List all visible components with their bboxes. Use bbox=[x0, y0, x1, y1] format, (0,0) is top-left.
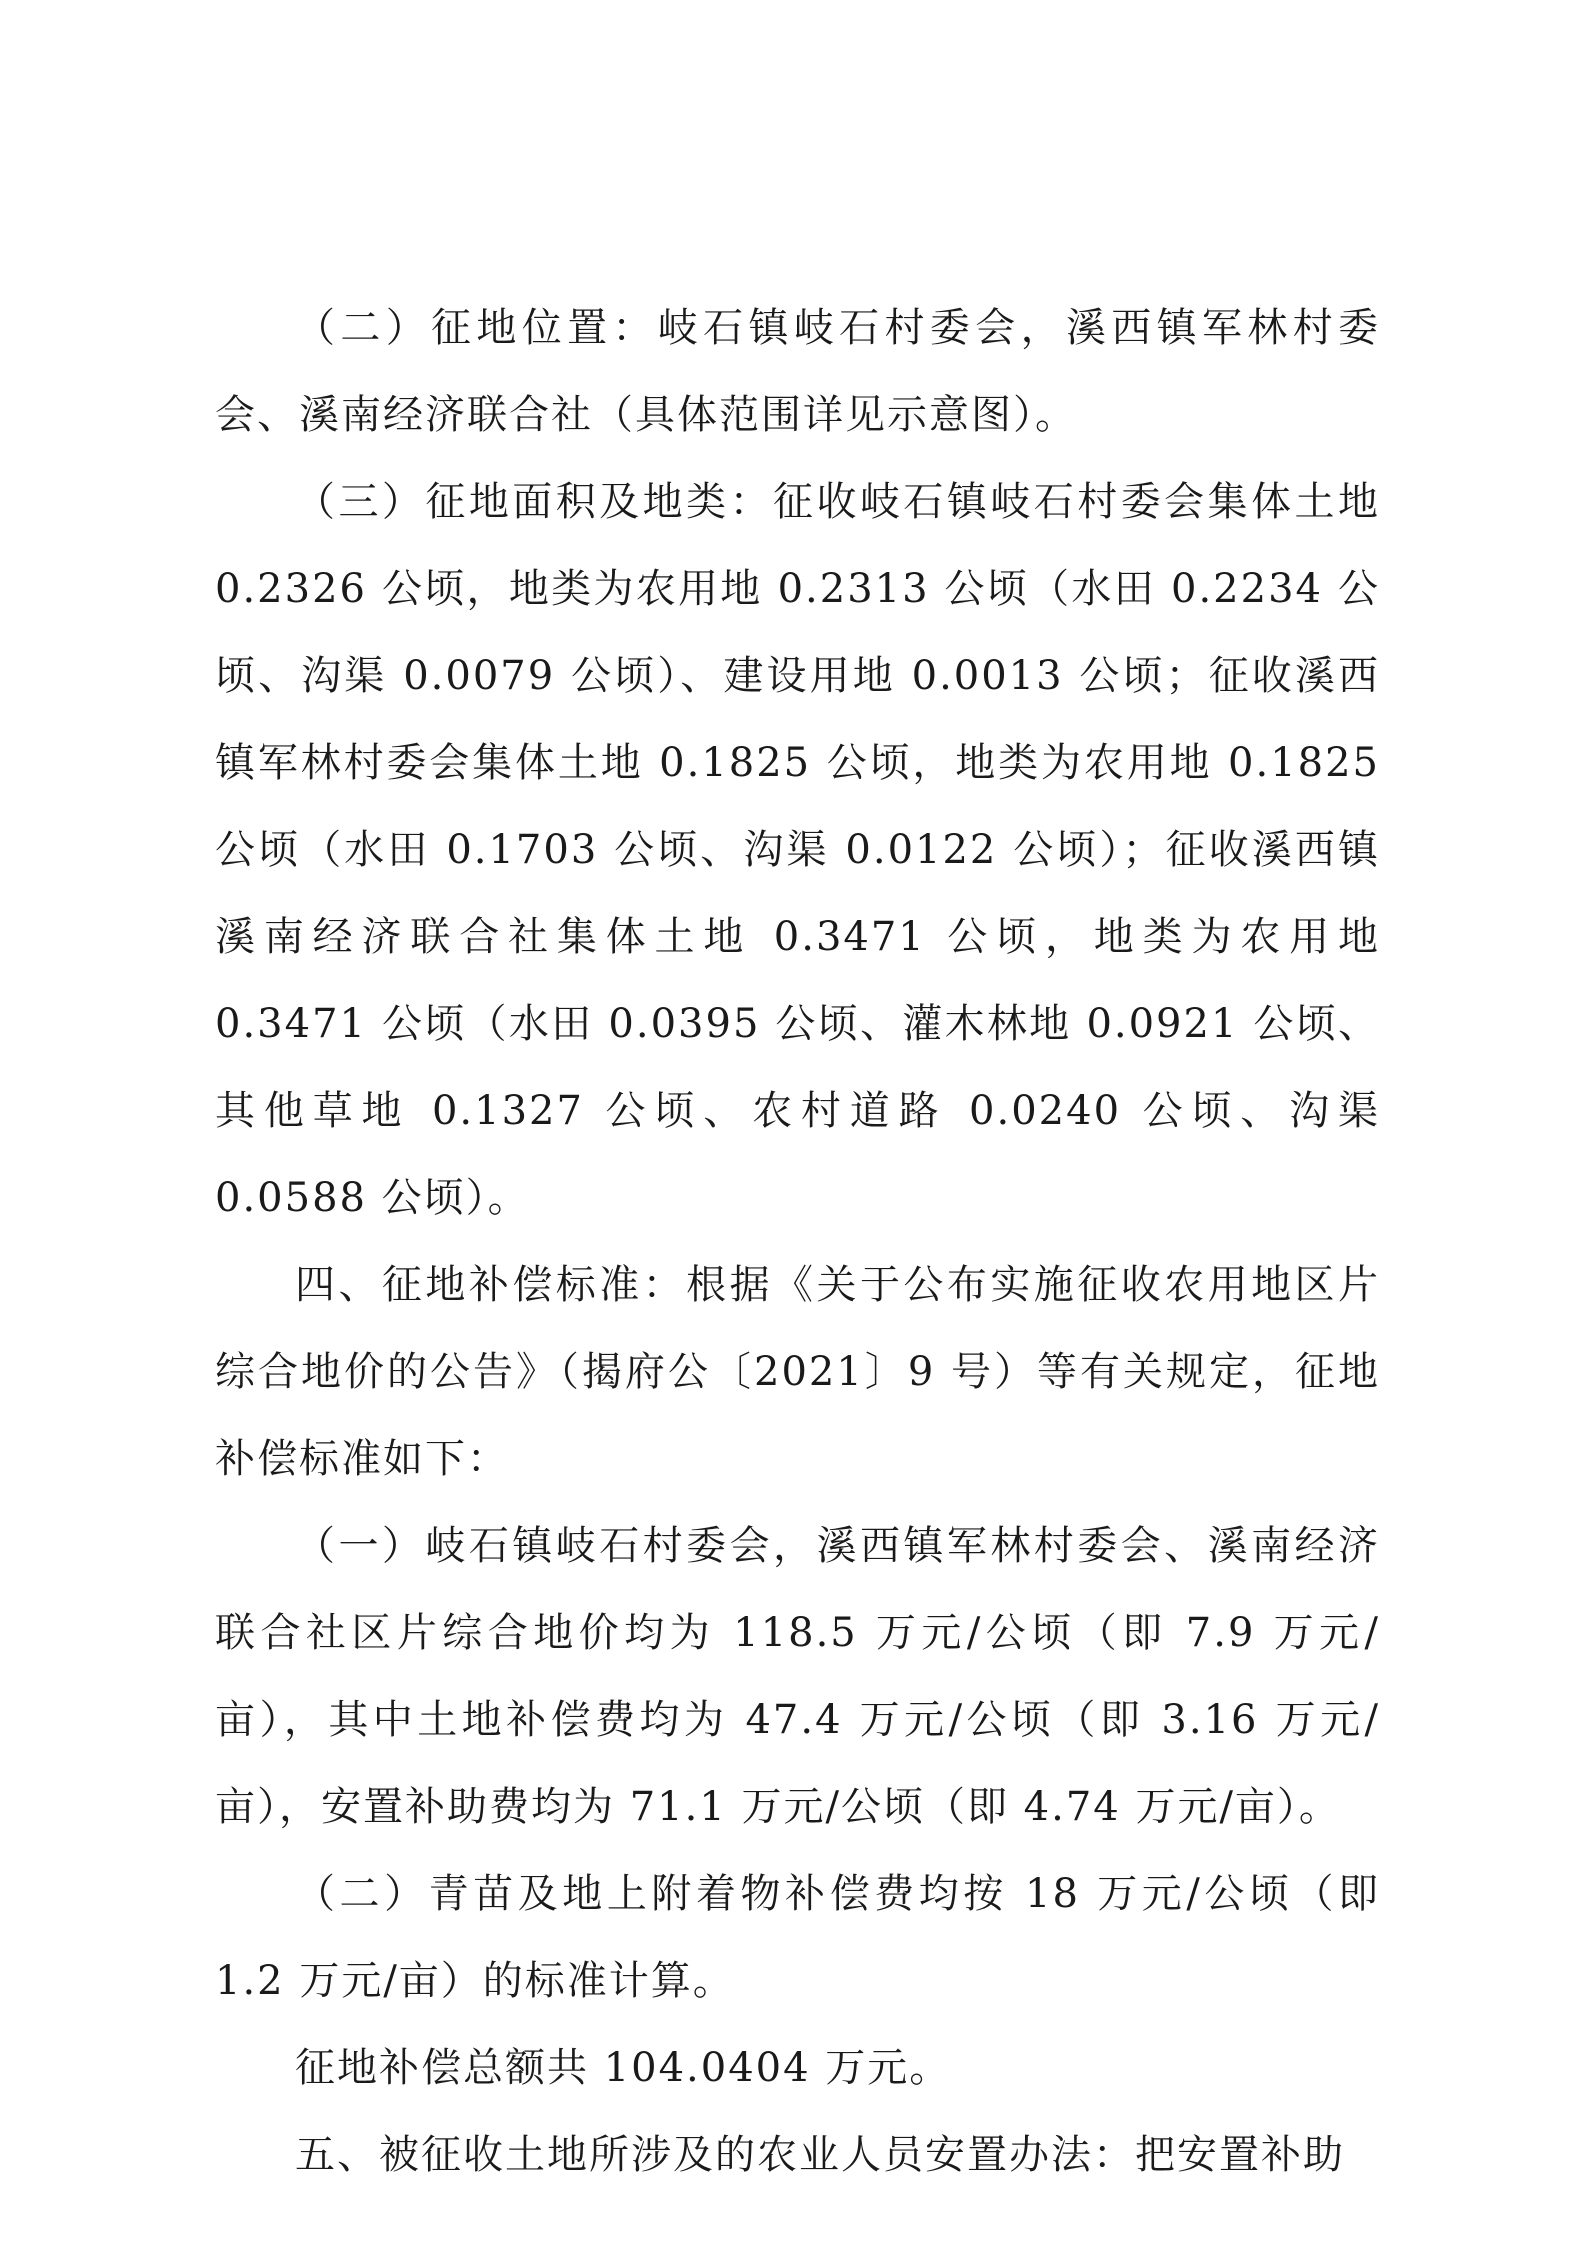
paragraph-compensation-standard-heading: 四、征地补偿标准：根据《关于公布实施征收农用地区片综合地价的公告》（揭府公〔2021〕9 号）等有关规定，征地补偿标准如下： bbox=[215, 1262, 1380, 1482]
paragraph-compensation-total: 征地补偿总额共 104.0404 万元。 bbox=[295, 2045, 952, 2091]
paragraph-land-location: （二）征地位置：岐石镇岐石村委会，溪西镇军林村委会、溪南经济联合社（具体范围详见示意图）。 bbox=[215, 305, 1380, 438]
document-body bbox=[215, 285, 1380, 2199]
paragraph-resettlement-method: 五、被征收土地所涉及的农业人员安置办法：把安置补助 bbox=[295, 2132, 1345, 2178]
paragraph-land-area-and-type: （三）征地面积及地类：征收岐石镇岐石村委会集体土地 0.2326 公顷，地类为农用地 0.2313 公顷（水田 0.2234 公顷、沟渠 0.0079 公顷）、建设用地 0.0013 公顷；征收溪西镇军林村委会集体土地 0.1825 公顷，地类为农用地 0.1825 公顷（水田 0.1703 公顷、沟渠 0.0122 公顷）；征收溪西镇溪南经济联合社集体土地 0.3471 公顷，地类为农用地 0.3471 公顷（水田 0.0395 公顷、灌木林地 0.0921 公顷、其他草地 0.1327 公顷、农村道路 0.0240 公顷、沟渠 0.0588 公顷）。 bbox=[215, 479, 1380, 1221]
paragraph-crop-compensation: （二）青苗及地上附着物补偿费均按 18 万元/公顷（即 1.2 万元/亩）的标准计算。 bbox=[215, 1871, 1380, 2004]
paragraph-compensation-unit-price: （一）岐石镇岐石村委会，溪西镇军林村委会、溪南经济联合社区片综合地价均为 118.5 万元/公顷（即 7.9 万元/亩），其中土地补偿费均为 47.4 万元/公顷（即 3.16 万元/亩），安置补助费均为 71.1 万元/公顷（即 4.74 万元/亩）。 bbox=[215, 1523, 1380, 1830]
